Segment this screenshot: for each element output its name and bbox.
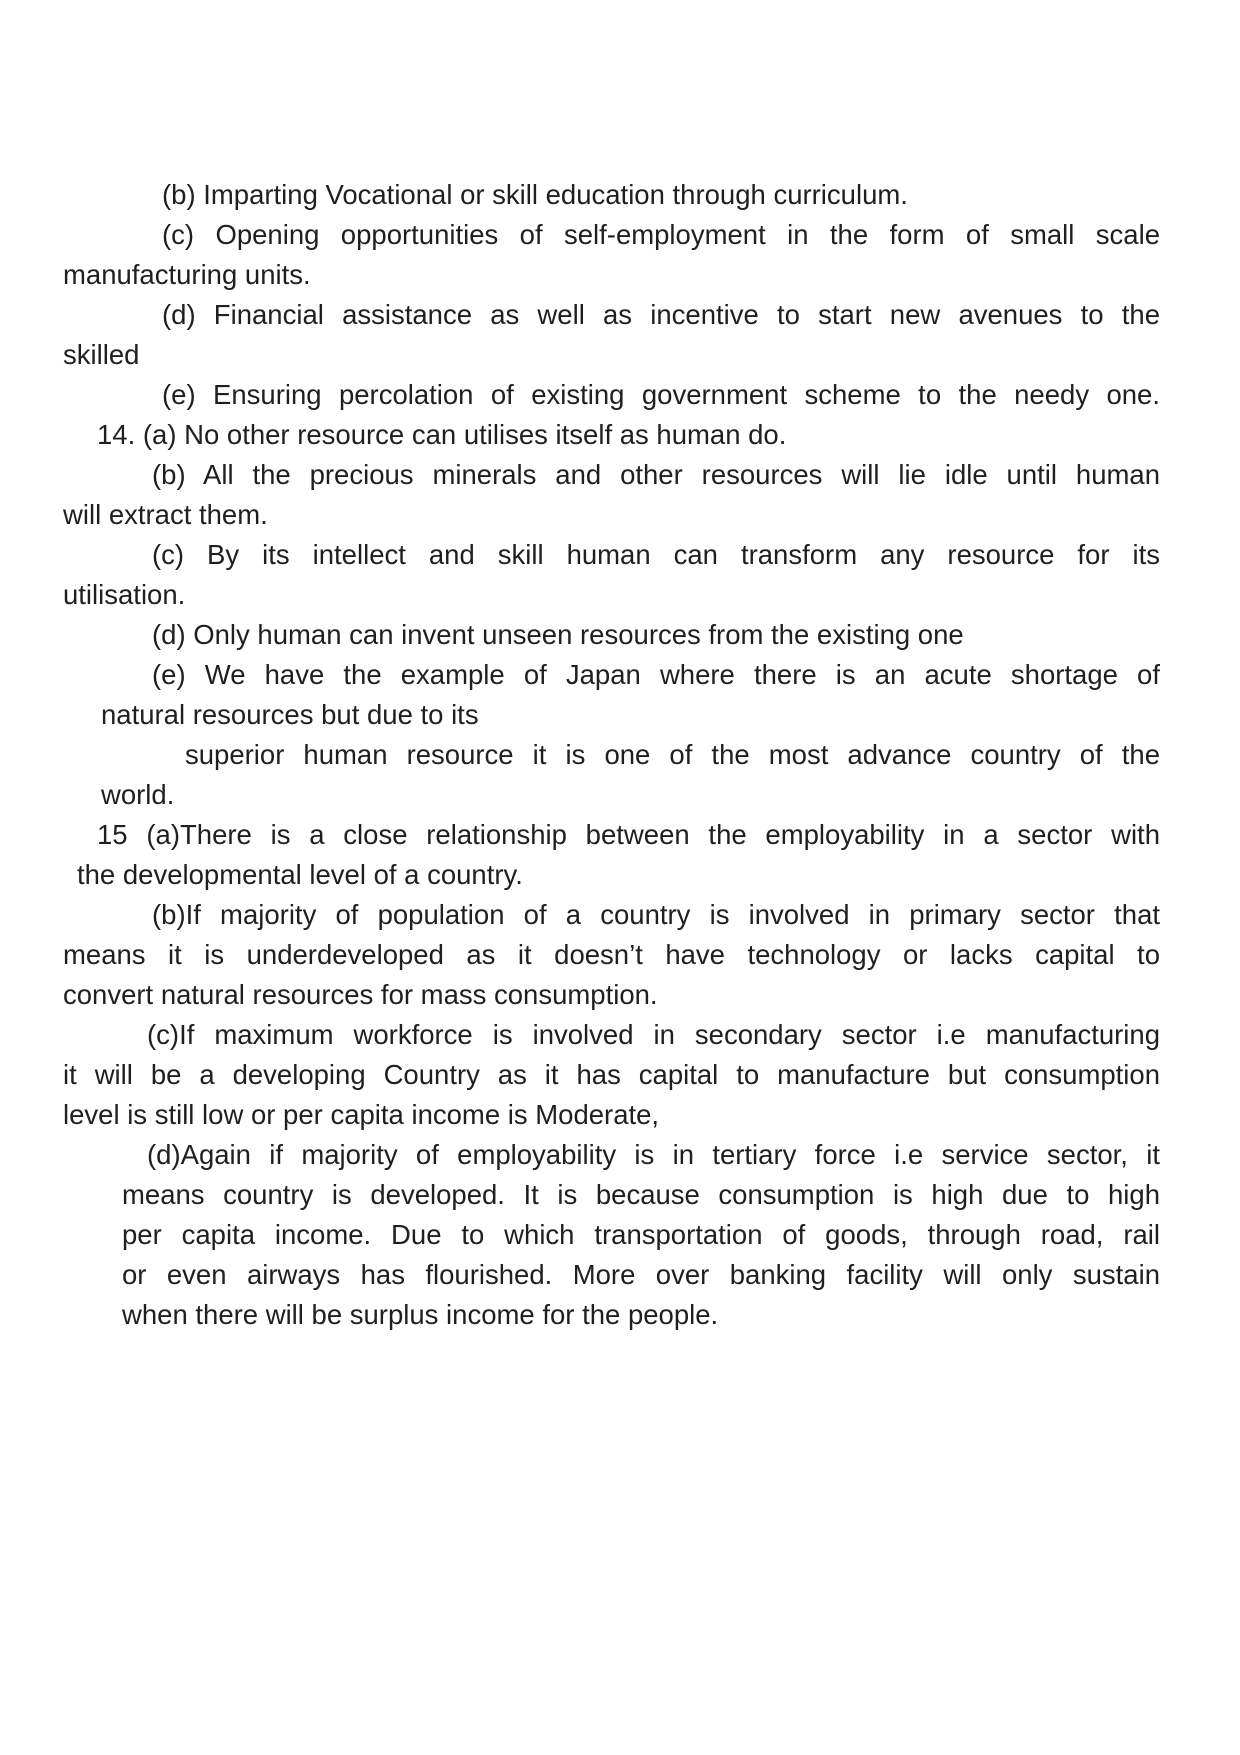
line-14e-cont1: natural resources but due to its	[101, 699, 479, 730]
line-15d-cont2: per capita income. Due to which transportation of goods, through road, rail	[122, 1219, 1160, 1250]
line-13c: (c) Opening opportunities of self-employment in the form of small scale	[162, 219, 1160, 250]
line-13d: (d) Financial assistance as well as incentive to start new avenues to the	[162, 299, 1160, 330]
line-14b: (b) All the precious minerals and other resources will lie idle until human	[152, 459, 1160, 490]
line-14e-cont2: superior human resource it is one of the most advance country of the	[185, 739, 1160, 770]
line-13e: (e) Ensuring percolation of existing government scheme to the needy one.	[162, 379, 1160, 410]
line-15b-cont1: means it is underdeveloped as it doesn’t have technology or lacks capital to	[63, 939, 1160, 970]
line-13c-cont: manufacturing units.	[63, 259, 311, 290]
line-15c: (c)If maximum workforce is involved in secondary sector i.e manufacturing	[147, 1019, 1160, 1050]
line-15a-cont: the developmental level of a country.	[77, 859, 523, 890]
line-15b-cont2: convert natural resources for mass consumption.	[63, 979, 658, 1010]
line-15d-cont4: when there will be surplus income for the people.	[122, 1299, 719, 1330]
line-15c-cont1: it will be a developing Country as it has capital to manufacture but consumption	[63, 1059, 1160, 1090]
line-15c-cont2: level is still low or per capita income is Moderate,	[63, 1099, 660, 1130]
line-15b: (b)If majority of population of a country is involved in primary sector that	[152, 899, 1160, 930]
line-14d: (d) Only human can invent unseen resources from the existing one	[152, 619, 964, 650]
line-14b-cont: will extract them.	[63, 499, 268, 530]
line-14c-cont: utilisation.	[63, 579, 186, 610]
line-14e: (e) We have the example of Japan where there is an acute shortage of	[152, 659, 1160, 690]
line-15a: 15 (a)There is a close relationship between the employability in a sector with	[97, 819, 1160, 850]
line-14e-cont3: world.	[101, 779, 175, 810]
line-15d: (d)Again if majority of employability is in tertiary force i.e service sector, it	[147, 1139, 1160, 1170]
line-15d-cont1: means country is developed. It is because consumption is high due to high	[122, 1179, 1160, 1210]
line-13d-cont: skilled	[63, 339, 140, 370]
line-14c: (c) By its intellect and skill human can transform any resource for its	[152, 539, 1160, 570]
line-14a: 14. (a) No other resource can utilises itself as human do.	[97, 419, 787, 450]
line-15d-cont3: or even airways has flourished. More over banking facility will only sustain	[122, 1259, 1160, 1290]
line-13b: (b) Imparting Vocational or skill education through curriculum.	[162, 179, 908, 210]
